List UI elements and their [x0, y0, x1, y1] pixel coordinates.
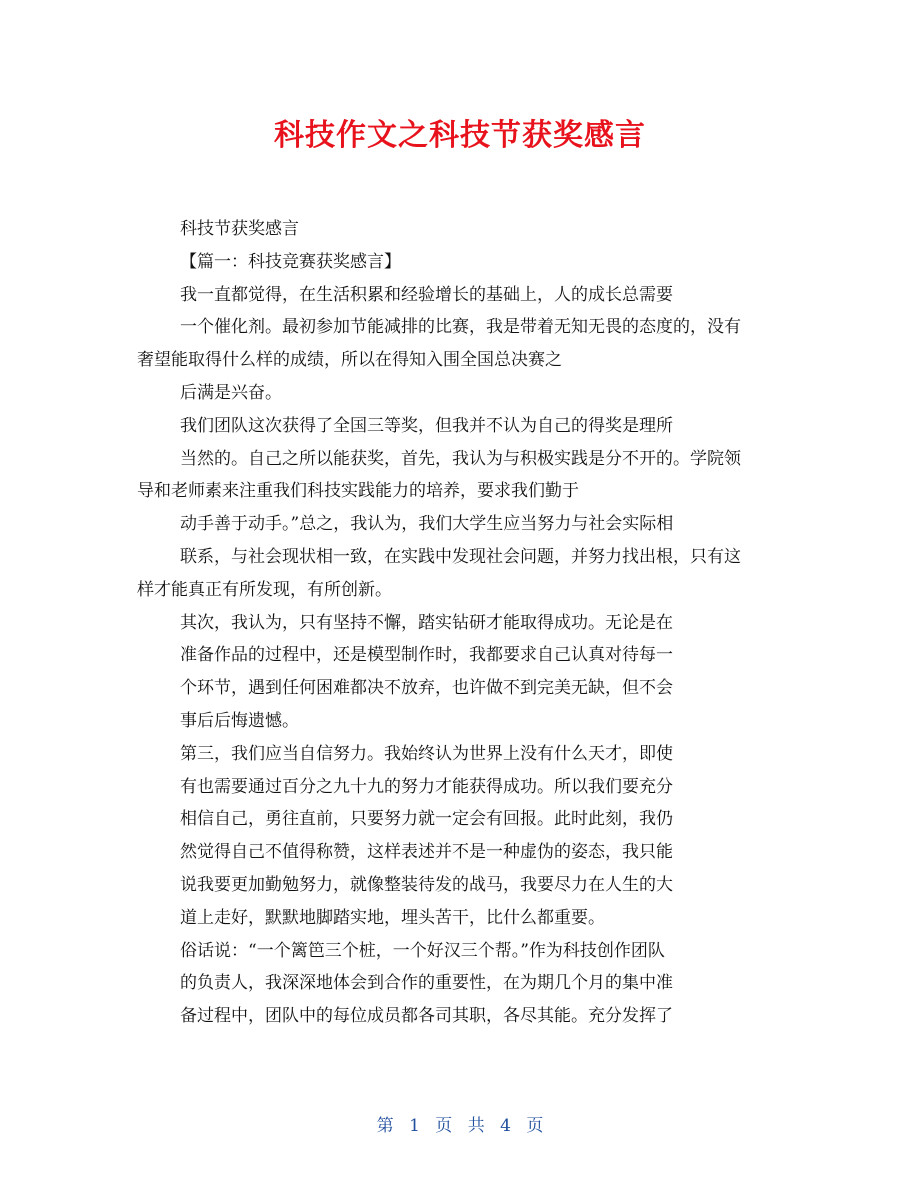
text-line: 我一直都觉得，在生活积累和经验增长的基础上，人的成长总需要	[180, 284, 673, 305]
footer-total-prefix: 共	[467, 1116, 485, 1136]
text-line: 然觉得自己不值得称赞，这样表述并不是一种虚伪的姿态，我只能	[180, 842, 673, 863]
text-line: 说我要更加勤勉努力，就像整装待发的战马，我要尽力在人生的大	[180, 874, 673, 895]
text-line: 的负责人，我深深地体会到合作的重要性，在为期几个月的集中准	[180, 973, 673, 994]
footer-page-number: 1	[409, 1116, 420, 1136]
footer-total-pages: 4	[500, 1116, 511, 1136]
text-line: 动手善于动手。”总之，我认为，我们大学生应当努力与社会实际相	[180, 514, 674, 535]
text-line: 导和老师素来注重我们科技实践能力的培养，要求我们勤于	[137, 481, 579, 502]
text-line: 我们团队这次获得了全国三等奖，但我并不认为自己的得奖是理所	[180, 415, 673, 436]
text-line: 相信自己，勇往直前，只要努力就一定会有回报。此时此刻，我仍	[180, 809, 673, 830]
text-line: 道上走好，默默地脚踏实地，埋头苦干，比什么都重要。	[180, 907, 605, 928]
text-line: 联系，与社会现状相一致，在实践中发现社会问题，并努力找出根，只有这	[180, 546, 741, 567]
page-title: 科技作文之科技节获奖感言	[274, 118, 646, 153]
text-line: 后满是兴奋。	[180, 382, 282, 403]
text-line: 个环节，遇到任何困难都决不放弃，也许做不到完美无缺，但不会	[180, 678, 673, 699]
footer-page-mid: 页	[435, 1116, 453, 1136]
text-line: 奢望能取得什么样的成绩，所以在得知入围全国总决赛之	[137, 350, 562, 371]
text-line: 一个催化剂。最初参加节能减排的比赛，我是带着无知无畏的态度的，没有	[180, 317, 741, 338]
page-footer	[0, 1112, 920, 1140]
text-line: 备过程中，团队中的每位成员都各司其职，各尽其能。充分发挥了	[180, 1006, 673, 1027]
text-line: 第三，我们应当自信努力。我始终认为世界上没有什么天才，即使	[180, 743, 673, 764]
footer-page-prefix: 第	[376, 1116, 394, 1136]
section-heading: 【篇一：科技竞赛获奖感言】	[180, 251, 401, 272]
text-line: 其次，我认为，只有坚持不懈，踏实钻研才能取得成功。无论是在	[180, 612, 673, 633]
footer-page-suffix: 页	[526, 1116, 544, 1136]
text-line: 准备作品的过程中，还是模型制作时，我都要求自己认真对待每一	[180, 645, 673, 666]
text-line: 样才能真正有所发现，有所创新。	[137, 579, 392, 600]
text-line: 科技节获奖感言	[180, 219, 299, 239]
text-line: 事后后悔遗憾。	[180, 710, 299, 731]
text-line: 当然的。自己之所以能获奖，首先，我认为与积极实践是分不开的。学院领	[180, 448, 741, 469]
document-body	[137, 213, 783, 1033]
text-line: 俗话说：“一个篱笆三个桩，一个好汉三个帮。”作为科技创作团队	[180, 940, 665, 961]
text-line: 有也需要通过百分之九十九的努力才能获得成功。所以我们要充分	[180, 776, 673, 797]
